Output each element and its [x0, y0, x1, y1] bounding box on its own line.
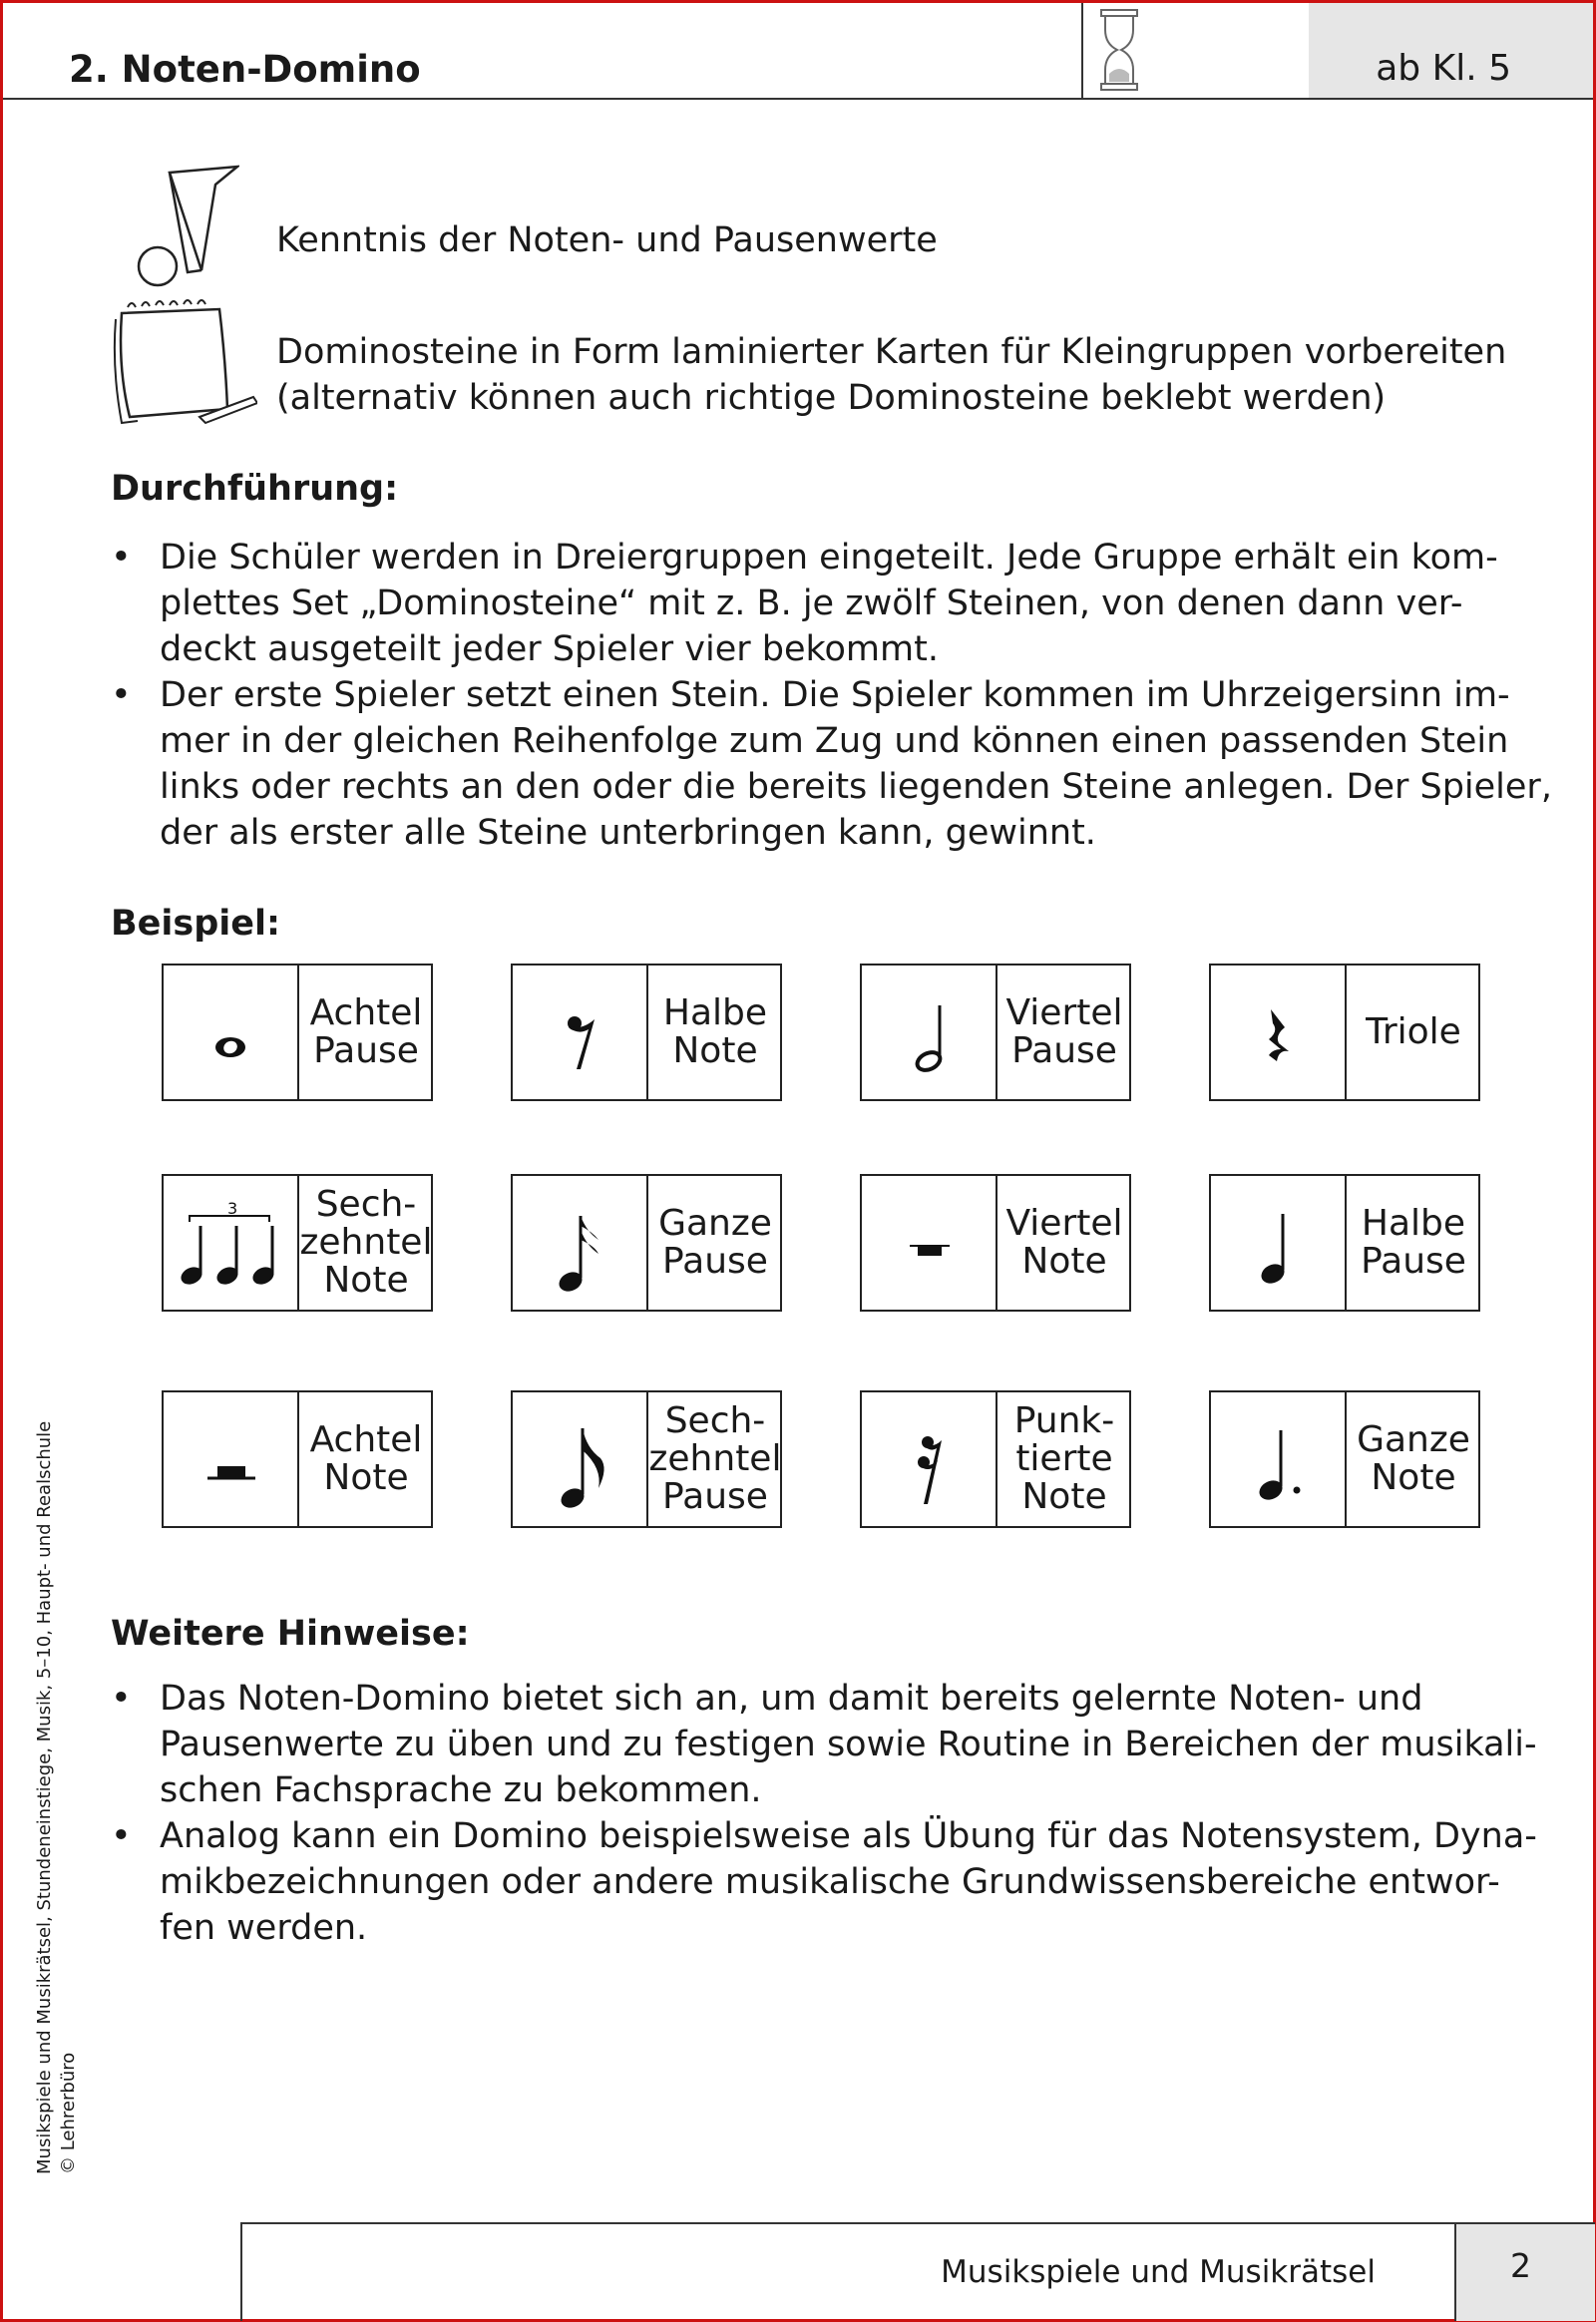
- bullet-line: mer in der gleichen Reihenfolge zum Zug und können einen passenden Stein: [160, 721, 1509, 761]
- svg-text:3: 3: [227, 1199, 238, 1218]
- half-note-icon: [862, 966, 998, 1099]
- domino-label: Sech- zehntel Note: [299, 1184, 433, 1301]
- domino-label: Triole: [1366, 1011, 1461, 1052]
- section-heading-beispiel: Beispiel:: [111, 904, 281, 944]
- domino-tile: [1209, 1390, 1480, 1528]
- page-number-box: [1454, 2224, 1595, 2321]
- bullet-marker: •: [111, 538, 132, 578]
- intro-prep-line1: Dominosteine in Form laminierter Karten für Kleingruppen vorbereiten: [276, 332, 1507, 372]
- hourglass-icon: [1099, 8, 1139, 92]
- domino-tile: [860, 1390, 1131, 1528]
- whole-rest-icon: [862, 1176, 998, 1310]
- side-copyright: [33, 1421, 81, 2174]
- bullet-line: deckt ausgeteilt jeder Spieler vier bekommt.: [160, 629, 939, 669]
- domino-label: Achtel Pause: [309, 992, 423, 1071]
- intro-prep-line2: (alternativ können auch richtige Dominosteine beklebt werden): [276, 378, 1387, 418]
- domino-label: Ganze Note: [1357, 1419, 1470, 1498]
- notepad-icon: [108, 299, 257, 429]
- bullet-line: schen Fachsprache zu bekommen.: [160, 1770, 762, 1810]
- domino-tile: [162, 1174, 433, 1312]
- bullet-line: plettes Set „Dominosteine“ mit z. B. je zwölf Steinen, von denen dann ver-: [160, 583, 1463, 623]
- sixteenth-rest-icon: [862, 1392, 998, 1526]
- page-header: [3, 3, 1593, 100]
- bullet-line: der als erster alle Steine unterbringen kann, gewinnt.: [160, 813, 1096, 853]
- quarter-rest-icon: [1211, 966, 1347, 1099]
- exclamation-icon: [130, 163, 239, 292]
- section-heading-durchfuehrung: Durchführung:: [111, 469, 399, 509]
- domino-label: Ganze Pause: [658, 1203, 772, 1282]
- bullet-marker: •: [111, 675, 132, 715]
- whole-note-icon: [164, 966, 299, 1099]
- bullet-line: mikbezeichnungen oder andere musikalische Grundwissensbereiche entwor-: [160, 1862, 1500, 1902]
- domino-label: Sech- zehntel Pause: [648, 1400, 782, 1517]
- side-line-2: © Lehrerbüro: [58, 2052, 79, 2174]
- quarter-note-icon: [1211, 1176, 1347, 1310]
- domino-tile: [511, 964, 782, 1101]
- bullet-line: Das Noten-Domino bietet sich an, um damit bereits gelernte Noten- und: [160, 1679, 1423, 1719]
- page-number: 2: [1510, 2246, 1531, 2285]
- page-footer: [240, 2222, 1595, 2321]
- domino-label: Halbe Pause: [1361, 1203, 1466, 1282]
- footer-title: Musikspiele und Musikrätsel: [941, 2254, 1376, 2290]
- section-heading-hinweise: Weitere Hinweise:: [111, 1614, 470, 1654]
- domino-label: Viertel Note: [1005, 1203, 1123, 1282]
- side-line-1: Musikspiele und Musikrätsel, Stundeneinstiege, Musik, 5–10, Haupt- und Realschule: [34, 1420, 55, 2174]
- domino-tile: [162, 964, 433, 1101]
- eighth-rest-icon: [513, 966, 648, 1099]
- eighth-note-icon: [513, 1392, 648, 1526]
- header-icon-box: [1081, 3, 1311, 98]
- bullet-line: fen werden.: [160, 1908, 368, 1948]
- half-rest-icon: [164, 1392, 299, 1526]
- sixteenth-note-icon: [513, 1176, 648, 1310]
- page-title: 2. Noten-Domino: [69, 48, 421, 91]
- intro-knowledge: Kenntnis der Noten- und Pausenwerte: [276, 220, 938, 260]
- domino-tile: [1209, 964, 1480, 1101]
- bullet-line: Der erste Spieler setzt einen Stein. Die Spieler kommen im Uhrzeigersinn im-: [160, 675, 1510, 715]
- grade-label: ab Kl. 5: [1376, 48, 1511, 89]
- domino-tile: [162, 1390, 433, 1528]
- domino-label: Halbe Note: [662, 992, 768, 1071]
- domino-tile: [1209, 1174, 1480, 1312]
- bullet-line: links oder rechts an den oder die bereits liegenden Steine anlegen. Der Spieler,: [160, 767, 1552, 807]
- domino-tile: [511, 1174, 782, 1312]
- domino-tile: [860, 1174, 1131, 1312]
- bullet-line: Pausenwerte zu üben und zu festigen sowie Routine in Bereichen der musikali-: [160, 1725, 1537, 1764]
- domino-label: Punk- tierte Note: [1013, 1400, 1115, 1517]
- domino-label: Viertel Pause: [1005, 992, 1123, 1071]
- bullet-marker: •: [111, 1679, 132, 1719]
- domino-label: Achtel Note: [309, 1419, 423, 1498]
- bullet-line: Die Schüler werden in Dreiergruppen eingeteilt. Jede Gruppe erhält ein kom-: [160, 538, 1498, 578]
- domino-tile: [511, 1390, 782, 1528]
- domino-tile: [860, 964, 1131, 1101]
- grade-box: [1309, 3, 1593, 98]
- triplet-icon: [164, 1176, 299, 1310]
- dotted-quarter-note-icon: [1211, 1392, 1347, 1526]
- bullet-marker: •: [111, 1816, 132, 1856]
- bullet-line: Analog kann ein Domino beispielsweise als Übung für das Notensystem, Dyna-: [160, 1816, 1537, 1856]
